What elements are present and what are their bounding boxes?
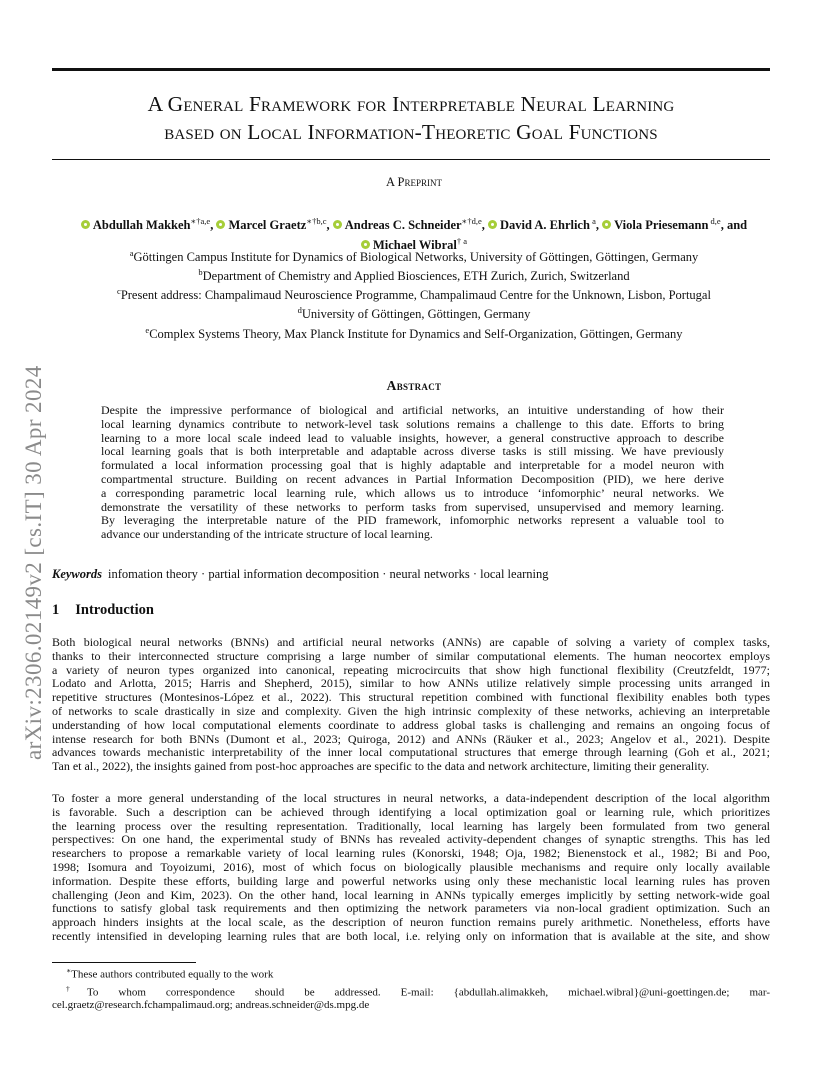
text-line: understanding of how local computational elements coordinate to address global tasks is challenging and remains an ongoing focus of <box>52 717 770 732</box>
text-line: intense research for both BNNs (Dumont et al., 2023; Quiroga, 2012) and ANNs (Räuker et al., 2023; Angelov et al., 2021). Despite <box>52 731 770 746</box>
affiliation: $^e$Complex Systems Theory, Max Planck Institute for Dynamics and Self-Organization, Göttingen, Germany <box>145 324 683 341</box>
footnote-1: ∗These authors contributed equally to the work <box>66 966 274 981</box>
affiliation: $^b$Department of Chemistry and Applied Biosciences, ETH Zurich, Zurich, Switzerland <box>198 267 630 284</box>
author-sup: d,e <box>708 216 721 226</box>
orcid-icon[interactable] <box>81 220 90 229</box>
abstract-line: advance our understanding of the intricate structure of local learning. <box>101 527 433 542</box>
text-line: perspectives: On one hand, the experimental study of BNNs has revealed activity-dependent changes of synaptic strengths. This has led <box>52 832 770 847</box>
abstract-line: compartmental structure. Building on recent advances in Partial Information Decomposition (PID), we here derive <box>101 471 724 486</box>
text-line: the learning process over the resulting representation. Traditionally, local learning has largely been formulated from two general <box>52 818 770 833</box>
section-title: Introduction <box>75 602 154 618</box>
text-line: repetitive structures (Montesinos-López et al., 2022). This structural repetition combined with functional flexibility enables both types <box>52 690 770 705</box>
abstract-line: local learning goals that is both interpretable and adaptable across diverse tasks is still missing. We have previously <box>101 444 724 459</box>
author-sep: , <box>326 218 333 233</box>
abstract-heading: Abstract <box>386 378 442 393</box>
text-line: researchers to propose a remarkable variety of local learning rules (Konorski, 1948; Oja, 1982; Bienenstock et al., 1982; Bi and Poo, <box>52 846 770 861</box>
footnote-2: †To whom correspondence should be addressed. E-mail: {abdullah.alimakkeh, michael.wibral}@uni-goettingen.de; mar- <box>66 983 771 999</box>
text-line: 1998; Isomura and Toyoizumi, 2016), most of which focus on biologically plausible mechanisms and require only locally available <box>52 859 770 874</box>
section-number: 1 <box>52 602 60 618</box>
author-sup: † a <box>456 236 468 247</box>
author[interactable] <box>81 218 217 232</box>
affiliation-list <box>40 246 788 342</box>
section-heading[interactable] <box>52 602 154 619</box>
author-name: Marcel Graetz <box>228 218 307 233</box>
author[interactable] <box>602 218 747 232</box>
author-sup: a <box>589 216 596 226</box>
abstract-body <box>101 404 724 542</box>
paper-title <box>52 90 770 146</box>
text-line: Both biological neural networks (BNNs) and artificial neural networks (ANNs) are capable of solving a variety of complex tasks, <box>52 635 770 649</box>
abstract-line: demonstrate the versatility of these networks to perform tasks from supervised, unsupervised and memory learning. <box>101 499 724 514</box>
keywords-label: Keywords <box>52 567 102 581</box>
abstract-line: By leveraging the interpretable nature of the PID framework, infomorphic networks represent a valuable tool to <box>101 513 724 528</box>
affiliation: $^c$Present address: Champalimaud Neuroscience Programme, Champalimaud Centre for the Unknown, Lisbon, Portugal <box>117 286 711 303</box>
author-name: Viola Priesemann <box>614 218 709 233</box>
footnote-2-cont: cel.graetz@research.fchampalimaud.org; andreas.schneider@ds.mpg.de <box>52 999 370 1012</box>
author-sep: , <box>595 218 603 233</box>
author[interactable] <box>333 218 488 232</box>
author-sep: , <box>210 218 217 233</box>
text-line: approach hinders insights at the local scale, as the description of neuron function remains purely arithmetic. Nonetheless, efforts have <box>52 915 770 930</box>
text-line: advances towards mechanistic interpretability of the inner local computational structures that emerge through learning (Goh et al., 2021; <box>52 745 770 760</box>
orcid-icon[interactable] <box>602 220 611 229</box>
text-line: Lodato and Arlotta, 2015; Harris and Shepherd, 2015), similar to how ANNs utilize relatively simple processing units arranged in <box>52 676 770 691</box>
author-sep: , <box>481 218 488 233</box>
abstract-line: Despite the impressive performance of biological and artificial networks, an intuitive understanding of how their <box>101 403 724 417</box>
text-line: a variety of neuron types organized into canonical, repeating microcircuits that show high functional flexibility (Creutzfeldt, 1977; <box>52 662 770 677</box>
title-rule-top <box>52 68 770 71</box>
author-sup: ∗†b,c <box>306 216 327 226</box>
orcid-icon[interactable] <box>488 220 497 229</box>
keywords-text: infomation theory · partial information decomposition · neural networks · local learning <box>108 567 549 581</box>
abstract-line: learning to a more local scale indeed lead to valuable insights, however, a general constructive approach to describe <box>101 430 724 445</box>
affiliation: $^d$University of Göttingen, Göttingen, Germany <box>297 305 531 322</box>
footnotes <box>52 964 770 1012</box>
arxiv-stamp-text: arXiv:2306.02149v2 [cs.IT] 30 Apr 2024 <box>21 365 46 760</box>
paragraph-1 <box>52 636 770 774</box>
abstract-line: formulated a local information processing goal that is highly adaptable and interpretable for a model neuron with <box>101 458 724 473</box>
title-line-1: A General Framework for Interpretable Neural Learning <box>147 92 675 116</box>
orcid-icon[interactable] <box>216 220 225 229</box>
author[interactable] <box>216 218 332 232</box>
text-line: challenging (Jeon and Kim, 2023). On the other hand, local learning in ANNs typically emerges implicitly by setting network-wide goal <box>52 887 770 902</box>
keywords <box>52 567 549 582</box>
text-line: recently intensified in developing learning rules that are both local, i.e. relying only on information that is available at the site, and show <box>52 928 770 943</box>
author-name: Michael Wibral <box>372 238 457 253</box>
author-sup: ∗†d,e <box>461 216 482 226</box>
author-name: Abdullah Makkeh <box>92 218 191 233</box>
author-line-1 <box>40 213 788 233</box>
orcid-icon[interactable] <box>333 220 342 229</box>
text-line: thanks to their interconnected structure comprising a large number of similar computational elements. The human neocortex employs <box>52 648 770 663</box>
affiliation: $^a$Göttingen Campus Institute for Dynamics of Biological Networks, University of Göttingen, Göttingen, Germany <box>129 248 699 265</box>
text-line: of networks to scale drastically in size and complexity. Given the high intrinsic complexity of these networks, achieving an interpretable <box>52 703 770 718</box>
text-line: information. Despite these efforts, building large and powerful networks using only these mechanistic local learning rules has proven <box>52 873 770 888</box>
title-rule-bottom <box>52 159 770 160</box>
abstract-line: a corresponding parametric local learning rule, which allows us to introduce ‘infomorphic’ neural networks. We <box>101 485 724 500</box>
author[interactable] <box>488 218 602 232</box>
text-line: is favorable. Such a description can be achieved through identifying a local optimization goal or learning rule, which prioritizes <box>52 804 770 819</box>
preprint-label: A Preprint <box>386 175 442 189</box>
title-line-2: based on Local Information-Theoretic Goal Functions <box>164 120 658 144</box>
text-line: functions to satisfy global task requirements and then optimizing the network parameters via non-local gradient optimization. Such an <box>52 901 770 916</box>
author-name: Andreas C. Schneider <box>344 218 462 233</box>
text-line: Tan et al., 2022), the insights gained from post-hoc approaches are specific to the data and network architecture, limiting their generality. <box>52 759 710 774</box>
author-sup: ∗†a,e <box>190 216 211 226</box>
footnote-rule <box>52 962 196 963</box>
author-sep: , and <box>720 218 748 233</box>
author-name: David A. Ehrlich <box>499 218 590 233</box>
abstract-line: local learning dynamics contribute to network-level task solutions remains a challenge to this date. Efforts to bring <box>101 416 724 431</box>
text-line: To foster a more general understanding of the local structures in neural networks, a data-independent description of the local algorithm <box>52 791 770 805</box>
paragraph-2 <box>52 792 770 944</box>
